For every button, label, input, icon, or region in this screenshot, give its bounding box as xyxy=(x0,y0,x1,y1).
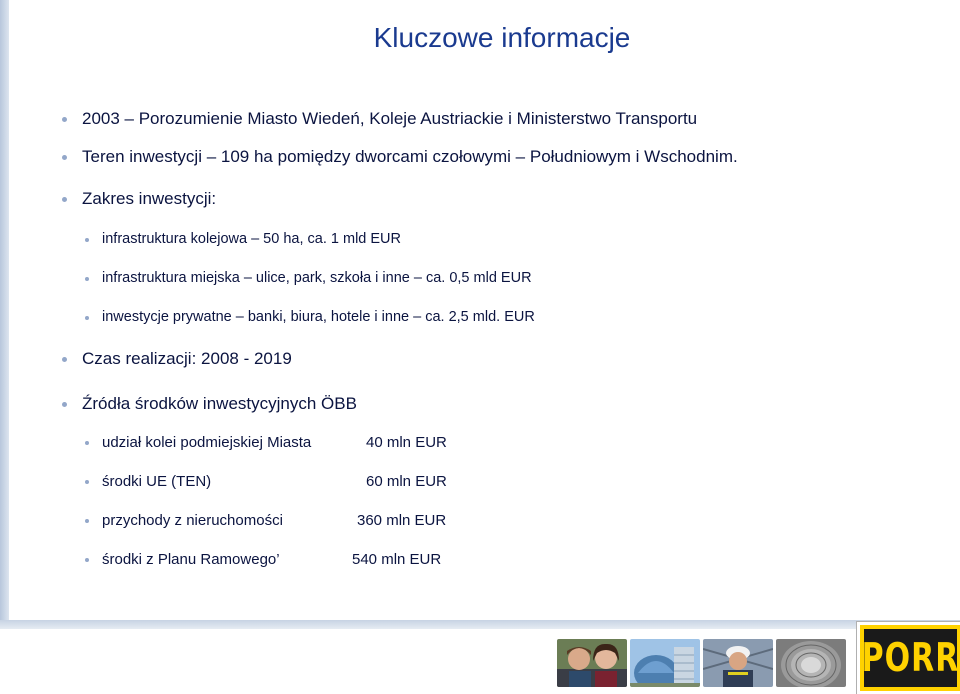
bullet-item-rail-infrastructure: infrastruktura kolejowa – 50 ha, ca. 1 mld EUR xyxy=(102,231,401,247)
worker-photo xyxy=(703,639,773,687)
porr-logo xyxy=(857,622,960,694)
funding-value: 540 mln EUR xyxy=(352,551,442,568)
bullet-item-funding-sources: Źródła środków inwestycyjnych ÖBB xyxy=(82,394,357,413)
bullet-dot xyxy=(85,480,89,484)
bullet-item-private-investment: inwestycje prywatne – banki, biura, hotele i inne – ca. 2,5 mld. EUR xyxy=(102,309,535,325)
bullet-item-city-infrastructure: infrastruktura miejska – ulice, park, szkoła i inne – ca. 0,5 mld EUR xyxy=(102,270,532,286)
slide-frame-bottom xyxy=(0,620,960,629)
funding-value: 60 mln EUR xyxy=(366,473,447,490)
logo-plate xyxy=(861,629,960,687)
bullet-dot xyxy=(62,402,67,407)
bullet-item-area: Teren inwestycji – 109 ha pomiędzy dworcami czołowymi – Południowym i Wschodnim. xyxy=(82,147,738,166)
bullet-dot xyxy=(85,277,89,281)
people-photo xyxy=(557,639,627,687)
tunnel-photo xyxy=(776,639,846,687)
bullet-dot xyxy=(62,117,67,122)
bullet-dot xyxy=(85,238,89,242)
funding-label: środki UE (TEN) xyxy=(102,473,212,490)
funding-label: środki z Planu Ramowego’ xyxy=(102,551,280,568)
logo-text: PORR xyxy=(861,635,960,681)
building-photo xyxy=(630,639,700,687)
bullet-dot xyxy=(85,316,89,320)
funding-label: przychody z nieruchomości xyxy=(102,512,283,529)
bullet-dot xyxy=(85,441,89,445)
bullet-item-scope: Zakres inwestycji: xyxy=(82,189,217,208)
slide-title: Kluczowe informacje xyxy=(373,22,631,53)
funding-label: udział kolei podmiejskiej Miasta xyxy=(102,434,312,451)
bullet-item-agreement: 2003 – Porozumienie Miasto Wiedeń, Koleje Austriackie i Ministerstwo Transportu xyxy=(82,109,698,128)
bullet-dot xyxy=(85,558,89,562)
funding-value: 360 mln EUR xyxy=(357,512,447,529)
funding-value: 40 mln EUR xyxy=(366,434,447,451)
bullet-item-timeline: Czas realizacji: 2008 - 2019 xyxy=(82,349,292,368)
bullet-dot xyxy=(62,155,67,160)
bullet-dot xyxy=(85,519,89,523)
slide-frame-left xyxy=(0,0,9,628)
bullet-dot xyxy=(62,197,67,202)
bullet-dot xyxy=(62,357,67,362)
